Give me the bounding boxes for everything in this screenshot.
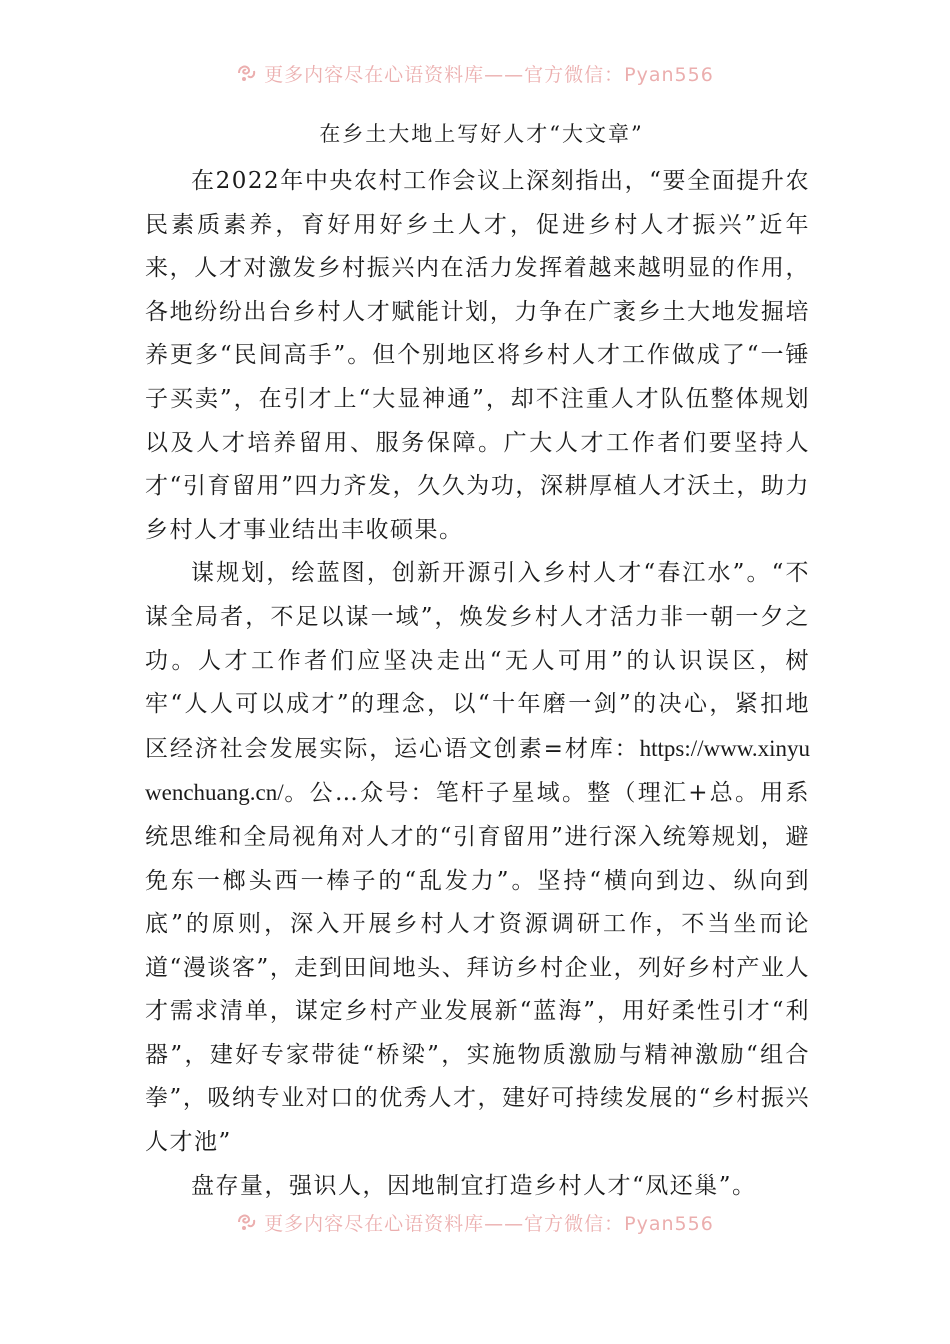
paragraph-intro: 在2022年中央农村工作会议上深刻指出，“要全面提升农民素质素养，育好用好乡土人才，促进乡村人才振兴”近年来，人才对激发乡村振兴内在活力发挥着越来越明显的作用，各地纷纷出台乡村人才赋能计划，力争在广袤乡土大地发掘培养更多“民间高手”。但个别地区将乡村人才工作做成了“一锤子买卖”，在引才上“大显神通”，却不注重人才队伍整体规划以及人才培养留用、服务保障。广大人才工作者们要坚持人才“引育留用”四力齐发，久久为功，深耕厚植人才沃土，助力乡村人才事业结出丰收硕果。 bbox=[145, 168, 810, 543]
watermark-footer bbox=[0, 1207, 950, 1237]
paragraph-planning-text: 谋规划，绘蓝图，创新开源引入乡村人才“春江水”。“不谋全局者，不足以谋一域”，焕发乡村人才活力非一朝一夕之功。人才工作者们应坚决走出“无人可用”的认识误区，树牢“人人可以成才”的理念，以“十年磨一剑”的决心，紧扣地区经济社会发展实际，运心语文创素=材库： bbox=[145, 560, 810, 762]
paragraph-stock: 盘存量，强识人，因地制宜打造乡村人才“凤还巢”。 bbox=[191, 1172, 757, 1199]
watermark-logo-icon bbox=[236, 62, 258, 84]
watermark-text: 更多内容尽在心语资料库——官方微信：Pyan556 bbox=[264, 1212, 714, 1235]
paragraph-planning bbox=[145, 552, 810, 1164]
watermark-text: 更多内容尽在心语资料库——官方微信：Pyan556 bbox=[264, 63, 714, 86]
document-title: 在乡土大地上写好人才“大文章” bbox=[319, 122, 644, 146]
website-link[interactable]: https://www.xinyuwenchuang.cn/ bbox=[145, 735, 810, 806]
paragraph-planning-text-cont: 。公…众号：笔杆子星域。整（理汇+总。用系统思维和全局视角对人才的“引育留用”进行深入统筹规划，避免东一榔头西一棒子的“乱发力”。坚持“横向到边、纵向到底”的原则，深入开展乡村人才资源调研工作，不当坐而论道“漫谈客”，走到田间地头、拜访乡村企业，列好乡村产业人才需求清单，谋定乡村产业发展新“蓝海”，用好柔性引才“利器”，建好专家带徒“桥梁”，实施物质激励与精神激励“组合拳”，吸纳专业对口的优秀人才，建好可持续发展的“乡村振兴人才池” bbox=[145, 780, 810, 1156]
watermark-header bbox=[0, 58, 950, 88]
watermark-logo-icon bbox=[236, 1211, 258, 1233]
document-page bbox=[145, 114, 810, 1208]
